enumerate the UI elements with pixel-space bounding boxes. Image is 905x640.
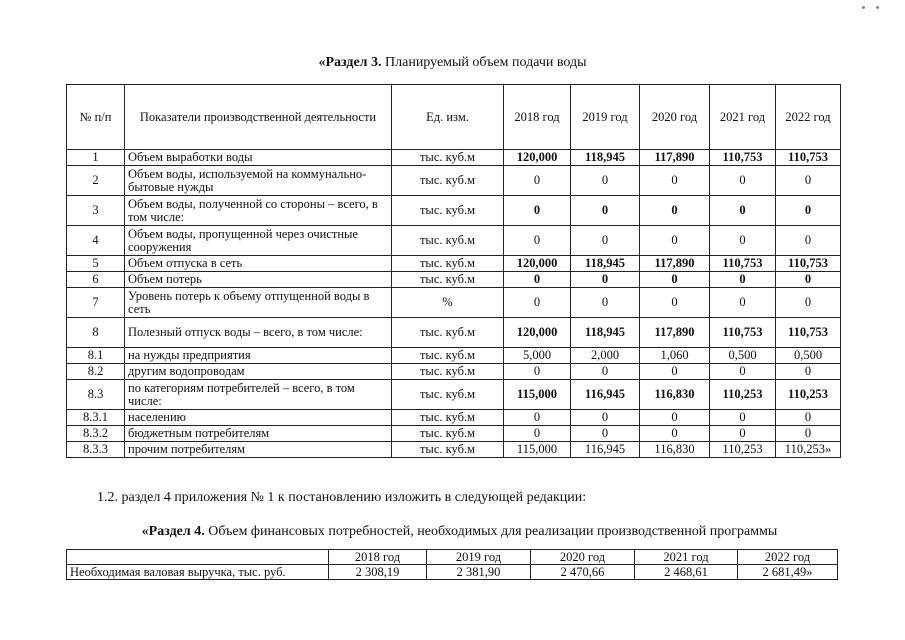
section-3-heading	[0, 55, 905, 71]
row-name: по категориям потребителей – всего, в том числе:	[125, 380, 392, 410]
value-cell: 2 681,49»	[738, 565, 838, 580]
value-cell: 2 468,61	[635, 565, 738, 580]
value-cell: 116,945	[571, 380, 640, 410]
value-cell: 0	[504, 288, 571, 318]
value-cell: 0	[504, 196, 571, 226]
value-cell: 110,753	[776, 150, 841, 166]
table-row	[67, 288, 841, 318]
value-cell: 0	[776, 410, 841, 426]
header-cell	[67, 550, 329, 565]
table-row	[67, 348, 841, 364]
row-number: 5	[67, 256, 125, 272]
value-cell: 116,830	[640, 380, 710, 410]
header-cell: 2019 год	[427, 550, 531, 565]
row-name: Объем воды, пропущенной через очистные сооружения	[125, 226, 392, 256]
table-row	[67, 196, 841, 226]
row-number: 3	[67, 196, 125, 226]
value-cell: 116,830	[640, 442, 710, 458]
value-cell: 120,000	[504, 318, 571, 348]
value-cell: 0	[571, 272, 640, 288]
section-3-heading-bold: «Раздел 3.	[318, 55, 382, 70]
row-unit: тыс. куб.м	[392, 318, 504, 348]
row-name: Объем потерь	[125, 272, 392, 288]
row-name: населению	[125, 410, 392, 426]
row-name: Объем воды, полученной со стороны – всего, в том числе:	[125, 196, 392, 226]
value-cell: 117,890	[640, 318, 710, 348]
value-cell: 0	[710, 410, 776, 426]
value-cell: 0	[504, 410, 571, 426]
value-cell: 0,500	[776, 348, 841, 364]
value-cell: 0	[504, 166, 571, 196]
row-unit: тыс. куб.м	[392, 272, 504, 288]
row-unit: тыс. куб.м	[392, 442, 504, 458]
value-cell: 2 470,66	[531, 565, 635, 580]
value-cell: 0	[776, 226, 841, 256]
section-4-heading	[0, 524, 905, 540]
value-cell: 0	[504, 426, 571, 442]
value-cell: 118,945	[571, 150, 640, 166]
value-cell: 115,000	[504, 442, 571, 458]
row-unit: тыс. куб.м	[392, 150, 504, 166]
value-cell: 110,753	[710, 318, 776, 348]
value-cell: 0	[640, 226, 710, 256]
table-row	[67, 272, 841, 288]
row-name: прочим потребителям	[125, 442, 392, 458]
value-cell: 2,000	[571, 348, 640, 364]
value-cell: 0	[710, 166, 776, 196]
row-name: Объем отпуска в сеть	[125, 256, 392, 272]
value-cell: 120,000	[504, 150, 571, 166]
value-cell: 0	[640, 196, 710, 226]
value-cell: 0	[776, 288, 841, 318]
row-name: на нужды предприятия	[125, 348, 392, 364]
value-cell: 110,253	[710, 380, 776, 410]
value-cell: 116,945	[571, 442, 640, 458]
table-header-row	[67, 85, 841, 150]
scan-mark	[862, 6, 865, 9]
table-row	[67, 226, 841, 256]
value-cell: 0	[504, 272, 571, 288]
value-cell: 0	[640, 410, 710, 426]
value-cell: 0	[640, 272, 710, 288]
table-row	[67, 410, 841, 426]
header-cell: 2021 год	[710, 85, 776, 150]
header-cell: 2022 год	[776, 85, 841, 150]
value-cell: 0	[776, 426, 841, 442]
value-cell: 0	[710, 426, 776, 442]
table-row	[67, 318, 841, 348]
value-cell: 117,890	[640, 150, 710, 166]
header-cell: 2020 год	[531, 550, 635, 565]
value-cell: 110,253»	[776, 442, 841, 458]
value-cell: 0,500	[710, 348, 776, 364]
row-number: 2	[67, 166, 125, 196]
row-name: Объем выработки воды	[125, 150, 392, 166]
row-name: Уровень потерь к объему отпущенной воды в сеть	[125, 288, 392, 318]
row-name: Объем воды, используемой на коммунально-бытовые нужды	[125, 166, 392, 196]
value-cell: 117,890	[640, 256, 710, 272]
section-4-heading-bold: «Раздел 4.	[141, 524, 205, 539]
header-cell: Показатели производственной деятельности	[125, 85, 392, 150]
value-cell: 0	[710, 272, 776, 288]
row-number: 8	[67, 318, 125, 348]
row-number: 8.3.2	[67, 426, 125, 442]
value-cell: 0	[571, 196, 640, 226]
row-name: Необходимая валовая выручка, тыс. руб.	[67, 565, 329, 580]
row-name: бюджетным потребителям	[125, 426, 392, 442]
value-cell: 0	[640, 364, 710, 380]
value-cell: 0	[571, 166, 640, 196]
row-number: 4	[67, 226, 125, 256]
amendment-paragraph: 1.2. раздел 4 приложения № 1 к постановлению изложить в следующей редакции:	[97, 490, 587, 505]
value-cell: 0	[640, 166, 710, 196]
row-name: Полезный отпуск воды – всего, в том числе:	[125, 318, 392, 348]
value-cell: 110,753	[776, 318, 841, 348]
row-unit: тыс. куб.м	[392, 410, 504, 426]
row-number: 8.3.3	[67, 442, 125, 458]
row-unit: тыс. куб.м	[392, 426, 504, 442]
scan-mark	[876, 6, 879, 9]
table-row	[67, 426, 841, 442]
section-4-heading-text: Объем финансовых потребностей, необходимых для реализации производственной программы	[204, 524, 778, 539]
table-row	[67, 150, 841, 166]
value-cell: 0	[504, 364, 571, 380]
value-cell: 0	[710, 196, 776, 226]
financial-needs-table	[66, 549, 838, 580]
value-cell: 1,060	[640, 348, 710, 364]
row-number: 8.2	[67, 364, 125, 380]
header-cell: 2022 год	[738, 550, 838, 565]
value-cell: 0	[776, 166, 841, 196]
section-3-heading-text: Планируемый объем подачи воды	[381, 55, 587, 70]
table-header-row	[67, 550, 838, 565]
row-number: 1	[67, 150, 125, 166]
row-unit: %	[392, 288, 504, 318]
header-cell: 2018 год	[329, 550, 427, 565]
value-cell: 0	[571, 364, 640, 380]
value-cell: 0	[710, 364, 776, 380]
row-name: другим водопроводам	[125, 364, 392, 380]
table-row	[67, 256, 841, 272]
header-cell: 2019 год	[571, 85, 640, 150]
value-cell: 0	[710, 226, 776, 256]
row-number: 8.3.1	[67, 410, 125, 426]
row-number: 8.3	[67, 380, 125, 410]
row-unit: тыс. куб.м	[392, 226, 504, 256]
value-cell: 118,945	[571, 318, 640, 348]
row-number: 6	[67, 272, 125, 288]
value-cell: 0	[710, 288, 776, 318]
header-cell: 2020 год	[640, 85, 710, 150]
header-cell: 2021 год	[635, 550, 738, 565]
header-cell: № п/п	[67, 85, 125, 150]
header-cell: 2018 год	[504, 85, 571, 150]
row-unit: тыс. куб.м	[392, 196, 504, 226]
water-supply-table	[66, 84, 841, 458]
value-cell: 110,253	[710, 442, 776, 458]
value-cell: 5,000	[504, 348, 571, 364]
table-row	[67, 166, 841, 196]
value-cell: 2 308,19	[329, 565, 427, 580]
value-cell: 110,253	[776, 380, 841, 410]
row-unit: тыс. куб.м	[392, 364, 504, 380]
value-cell: 120,000	[504, 256, 571, 272]
row-unit: тыс. куб.м	[392, 166, 504, 196]
value-cell: 0	[571, 426, 640, 442]
row-unit: тыс. куб.м	[392, 256, 504, 272]
value-cell: 2 381,90	[427, 565, 531, 580]
value-cell: 0	[640, 288, 710, 318]
row-unit: тыс. куб.м	[392, 348, 504, 364]
value-cell: 0	[571, 288, 640, 318]
value-cell: 0	[571, 410, 640, 426]
table-row	[67, 442, 841, 458]
value-cell: 110,753	[710, 256, 776, 272]
value-cell: 0	[640, 426, 710, 442]
value-cell: 0	[776, 272, 841, 288]
table-row	[67, 364, 841, 380]
row-number: 7	[67, 288, 125, 318]
value-cell: 110,753	[710, 150, 776, 166]
row-number: 8.1	[67, 348, 125, 364]
value-cell: 0	[776, 364, 841, 380]
header-cell: Ед. изм.	[392, 85, 504, 150]
value-cell: 110,753	[776, 256, 841, 272]
value-cell: 0	[776, 196, 841, 226]
value-cell: 0	[504, 226, 571, 256]
value-cell: 115,000	[504, 380, 571, 410]
table-row	[67, 380, 841, 410]
value-cell: 0	[571, 226, 640, 256]
value-cell: 118,945	[571, 256, 640, 272]
row-unit: тыс. куб.м	[392, 380, 504, 410]
table-row	[67, 565, 838, 580]
